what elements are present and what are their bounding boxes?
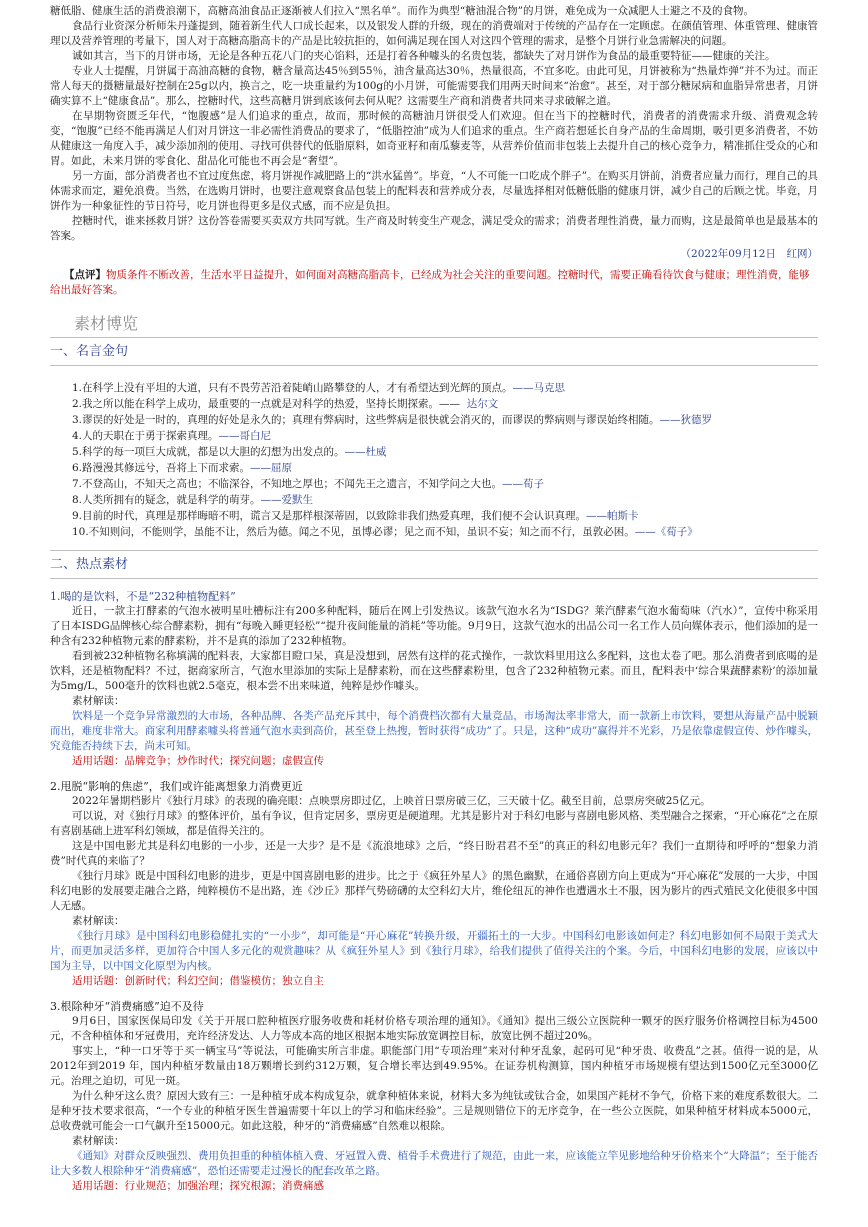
topic-paragraph: 事实上，“种一口牙等于买一辆宝马”等说法，可能确实所言非虚。职能部门用“专项治理”来对付种牙乱象，起码可见“种牙贵、收费乱”之甚。值得一说的是，从2012年到2019 年，国内种植牙数量由18万颗增长到约312万颗，复合增长率达到49.95%。在证券机构测算，国内种植牙市场规模有望达到1500亿元至3000亿元。治理之迫切，可见一斑。	[50, 1045, 818, 1087]
quote-text: 9.目前的时代，真理是那样晦暗不明，谎言又是那样根深蒂固，以致除非我们热爱真理，我们便不会认识真理。	[72, 510, 587, 522]
quote-item	[72, 396, 818, 412]
quote-item	[72, 428, 818, 444]
hot-divider-top	[50, 550, 818, 551]
topic-paragraph: 《独行月球》既是中国科幻电影的进步，更是中国喜剧电影的进步。比之于《疯狂外星人》的黑色幽默，在通俗喜剧方向上更成为“开心麻花”发展的一大步，中国科幻电影的发展要走融合之路，纯粹模仿不是出路，连《沙丘》那样气势磅礴的太空科幻大片，维伦纽瓦的神作也遭遇水土不服，因为影片的西式殖民文化使很多中国人无感。	[50, 870, 818, 912]
analysis-label: 素材解读：	[72, 915, 125, 927]
quotes-divider	[50, 365, 818, 366]
applicable-topics	[50, 1179, 818, 1194]
hot-topic	[50, 999, 818, 1194]
topic-title: 2.甩脱“影响的焦虑”，我们或许能离想象力消费更近	[50, 780, 303, 793]
quote-text: 1.在科学上没有平坦的大道，只有不畏劳苦沿着陡峭山路攀登的人，才有希望达到光辉的顶点。	[72, 382, 513, 394]
section-title: 素材博览	[74, 314, 139, 333]
quote-text: 3.谬误的好处是一时的，真理的好处是永久的；真理有弊病时，这些弊病是很快就会消灭的，而谬误的弊病则与谬误始终相随。	[72, 414, 660, 426]
hot-heading: 二、热点素材	[50, 557, 129, 572]
quote-author: 达尔文	[466, 398, 499, 410]
analysis-text: 《通知》对群众反映强烈、费用负担重的种植体植入费、牙冠置入费、植骨手术费进行了规范，由此一来，应该能立竿见影地给种牙价格来个“大降温”；至于能否让大多数人根除种牙“消费痛感”，恐怕还需要走过漫长的配套改革之路。	[50, 1150, 818, 1177]
intro-article	[50, 4, 818, 298]
article-paragraph: 专业人士提醒，月饼属于高油高糖的食物，糖含量高达45％到55％，油含量高达30％，热量很高，不宜多吃。由此可见，月饼被称为“热量炸弹”并不为过。而正常人每天的摄糖量最好控制在25g以内，换言之，吃一块重量约为100g的小月饼，可能需要我们用两天时间来“治愈”。甚至，对于部分糖尿病和血脂异常患者，月饼确实算不上“健康食品”。那么，控糖时代，这些高糖月饼到底该何去何从呢？这需要生产商和消费者共同来寻求破解之道。	[50, 65, 818, 107]
quote-author: ——哥白尼	[218, 430, 272, 442]
analysis-text: 《独行月球》是中国科幻电影稳健扎实的“一小步”，却可能是“开心麻花”转换升级，开疆拓土的一大步。中国科幻电影该如何走？科幻电影如何不局限于美式大片，而更加灵活多样，更加符合中国人多元化的观赏趣味？从《疯狂外星人》到《独行月球》，给我们提供了值得关注的个案。今后，中国科幻电影的发展，应该以中国为主导，以中国文化原型为内核。	[50, 930, 818, 972]
quote-author: ——荀子	[502, 478, 545, 490]
applicable-topics	[50, 974, 818, 989]
comment-tag: 【点评】	[64, 269, 106, 281]
topics-label: 适用话题：	[72, 755, 125, 767]
quote-author: ——马克思	[512, 382, 566, 394]
quote-text: 8.人类所拥有的疑念，就是科学的萌芽。	[72, 494, 261, 506]
hot-topic	[50, 589, 818, 769]
analysis-text: 饮料是一个竞争异常激烈的大市场，各种品牌、各类产品充斥其中，每个消费档次都有大量竞品，市场淘汰率非常大，而一款新上市饮料，要想从海量产品中脱颖而出，难度非常大。商家利用酵素噱头将普通气泡水卖到高价，甚至登上热搜，暂时获得“成功”了。只是，这种“成功”赢得并不光彩，乃是依靠虚假宣传、炒作噱头，究竟能否持续下去，尚未可知。	[50, 710, 818, 752]
topic-paragraph: 看到被232种植物名称填满的配料表，大家都目瞪口呆，真是没想到，居然有这样的花式操作，一款饮料里用这么多配料，这也太卷了吧。那么消费者到底喝的是饮料，还是植物配料？不过，据商家所言，气泡水里添加的实际上是酵素粉，而在这些酵素粉里，包含了232种植物元素。而且，配料表中‘综合果蔬酵素粉’的添加量为5mg/L，500毫升的饮料也就2.5毫克，根本尝不出来味道，纯粹是炒作噱头。	[50, 650, 818, 692]
topics-label: 适用话题：	[72, 975, 125, 987]
hot-divider	[50, 578, 818, 579]
analysis-label: 素材解读：	[72, 1135, 125, 1147]
quote-item	[72, 444, 818, 460]
topic-paragraph: 9月6日，国家医保局印发《关于开展口腔种植医疗服务收费和耗材价格专项治理的通知》。《通知》提出三级公立医院种一颗牙的医疗服务价格调控目标为4500元，不含种植体和牙冠费用，充许经济发达、人力等成本高的地区根据本地实际放宽调控目标，放宽比例不超过20%。	[50, 1015, 818, 1042]
quote-text: 2.我之所以能在科学上成功，最重要的一点就是对科学的热爱，坚持长期探索。——	[72, 398, 461, 410]
article-paragraph: 另一方面，部分消费者也不宜过度焦虑，将月饼视作减肥路上的“洪水猛兽”。毕竟，“人不可能一口吃成个胖子”。在购买月饼前，消费者应量力而行，理自己的具体需求而定，避免浪费。当然，在选购月饼时，也要注意观察食品包装上的配料表和营养成分表，尽量选择相对低糖低脂的健康月饼，减少自己的后顾之忧。毕竟，月饼作为一种象征性的节日符号，吃月饼也得更多是仪式感，而不应是负担。	[50, 170, 818, 212]
topic-title: 1.喝的是饮料，不是“232种植物配料”	[50, 590, 236, 603]
quote-text: 10.不知则问，不能则学，虽能不让，然后为德。闻之不见，虽博必谬；见之而不知，虽识不妄；知之而不行，虽敦必困。	[72, 526, 635, 538]
quote-author: ——屈原	[250, 462, 293, 474]
quote-author: ——爱默生	[260, 494, 314, 506]
article-paragraph: 在早期物资匮乏年代，“饱腹感”是人们追求的重点，故而，那时候的高糖油月饼很受人们欢迎。但在当下的控糖时代，消费者的消费需求升级、消费观念转变，“饱腹”已经不能再满足人们对月饼这一非必需性消费品的要求了，“低脂控油”成为人们追求的重点。生产商若想延长自身产品的生命周期，吸引更多消费者，不妨从健康这一角度入手，减少添加剂的使用、寻找可供替代的低脂原料，如奇亚籽和南瓜藜麦等，从营养价值而非包装上去提升自己的核心竞争力，精准抓住受众的心和胃。如此，未来月饼的零食化、甜品化可能也不再会是“奢望”。	[50, 110, 818, 167]
quote-author: ——帕斯卡	[586, 510, 639, 522]
comment-text: 物质条件不断改善，生活水平日益提升，如何面对高糖高脂高卡，已经成为社会关注的重要问题。控糖时代，需要正确看待饮食与健康；理性消费，能够给出最好答案。	[50, 269, 810, 296]
quotes-heading: 一、名言金句	[50, 344, 129, 359]
analysis-label: 素材解读：	[72, 695, 125, 707]
quote-item	[72, 476, 818, 492]
quote-text: 6.路漫漫其修远兮，吾将上下而求索。	[72, 462, 251, 474]
quote-author: ——《荀子》	[634, 526, 698, 538]
article-paragraph: 糖低脂、健康生活的消费浪潮下，高糖高油食品正逐渐被人们拉入“黑名单”。而作为典型“糖油混合物”的月饼，难免成为一众减肥人士避之不及的食物。	[50, 5, 754, 17]
article-paragraph: 诚如其言，当下的月饼市场，无论是各种五花八门的夹心馅料，还是打着各种噱头的名贵包装，都缺失了对月饼作为食品的最重要特征——健康的关注。	[72, 50, 776, 62]
applicable-topics	[50, 754, 818, 769]
quote-item	[72, 524, 818, 540]
topics-label: 适用话题：	[72, 1180, 125, 1192]
topic-paragraph: 可以说，对《独行月球》的整体评价，虽有争议，但肯定居多，票房更是硬道理。尤其是影片对于科幻电影与喜剧电影风格、类型融合之探索，“开心麻花”之在原有喜剧基础上进军科幻领域，都是值得关注的。	[50, 810, 818, 837]
quote-item	[72, 492, 818, 508]
topic-paragraph: 近日，一款主打酵素的气泡水被明星吐槽标注有200多种配料，随后在网上引发热议。该款气泡水名为“ISDG？莱汽酵素气泡水葡萄味（汽水）”，宣传中称采用了日本ISDG品牌核心综合酵素粉，拥有“每晚入睡更轻松”“提升夜间能量的消耗”等功能。9月9日，这款气泡水的出品公司一名工作人员向媒体表示，他们添加的是一种含有232种植物元素的酵素粉，并不是真的添加了232种植物。	[50, 605, 818, 647]
quote-author: ——狄德罗	[659, 414, 713, 426]
article-paragraph: 控糖时代，谁来拯救月饼？这份答卷需要买卖双方共同写就。生产商及时转变生产观念，满足受众的需求；消费者理性消费，量力而购，这是最简单也是最基本的答案。	[50, 215, 818, 242]
quote-item	[72, 460, 818, 476]
comment-block	[50, 268, 818, 298]
section-divider	[50, 337, 818, 338]
article-source: （2022年09月12日 红网）	[680, 248, 818, 260]
topics-value: 创新时代；科幻空间；借鉴模仿；独立自主	[124, 975, 324, 987]
quote-item	[72, 380, 818, 396]
topic-paragraph: 这是中国电影尤其是科幻电影的一小步，还是一大步？是不是《流浪地球》之后，“终日盼君君不至”的真正的科幻电影元年？我们一直期待和呼呼的“想象力消费”时代真的来临了？	[50, 840, 818, 867]
topic-title: 3.根除种牙“消费痛感”迫不及待	[50, 1000, 204, 1013]
quote-item	[72, 412, 818, 428]
topic-paragraph: 2022年暑期档影片《独行月球》的表现的确亮眼：点映票房即过亿，上映首日票房破三亿，三天破十亿。截至目前，总票房突破25亿元。	[72, 795, 711, 807]
quote-text: 5.科学的每一项巨大成就，都是以大胆的幻想为出发点的。	[72, 446, 345, 458]
topic-paragraph: 为什么种牙这么贵？原因大致有三：一是种植牙成本构成复杂，就拿种植体来说，材料大多为纯钛或钛合金，如果国产耗材不争气，价格下来的难度系数很大。二是种牙技术要求很高，“一个专业的种植牙医生普遍需要十年以上的学习和临床经验”。三是规则错位下的无序竞争，在一些公立医院，如果种植牙材料成本5000元，总收费就可能会一口气飙升至15000元。如此这般，种牙的“消费痛感”自然难以根除。	[50, 1090, 818, 1132]
quote-text: 4.人的天职在于勇于探索真理。	[72, 430, 219, 442]
quote-author: ——杜威	[344, 446, 387, 458]
article-paragraph: 食品行业资深分析师朱丹蓬提到，随着新生代人口成长起来，以及银发人群的升级，现在的消费端对于传统的产品存在一定顾虑。在颜值管理、体重管理、健康管理以及营养管理的考量下，国人对于高糖高脂高卡的产品是比较抗拒的，如何满足现在国人对这四个管理的需求，是整个月饼行业急需解决的问题。	[50, 20, 818, 47]
quotes-list	[72, 380, 818, 540]
quote-text: 7.不登高山，不知天之高也；不临深谷，不知地之厚也；不闻先王之遗言，不知学问之大也。	[72, 478, 503, 490]
quote-item	[72, 508, 818, 524]
hot-topic	[50, 779, 818, 989]
topics-value: 行业规范；加强治理；探究根源；消费痛感	[124, 1180, 324, 1192]
topics-value: 品牌竞争；炒作时代；探究问题；虚假宣传	[124, 755, 324, 767]
